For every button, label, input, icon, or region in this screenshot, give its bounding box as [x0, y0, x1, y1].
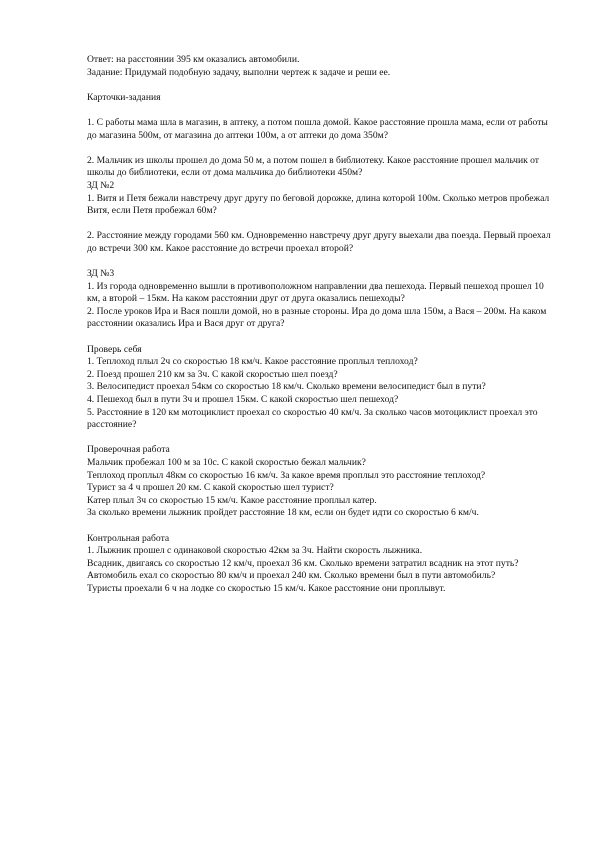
spacer	[87, 256, 557, 269]
spacer	[87, 218, 557, 231]
controlwork-item-1: 1. Лыжник прошел с одинаковой скоростью 42км за 3ч. Найти скорость лыжника.	[87, 545, 423, 557]
checkwork-item-3: Турист за 4 ч прошел 20 км. С какой скоростью шел турист?	[87, 482, 334, 494]
controlwork-item-4: Туристы проехали 6 ч на лодке со скоростью 15 км/ч. Какое расстояние они проплывут.	[87, 582, 446, 594]
controlwork-item-3: Автомобиль ехал со скоростью 80 км/ч и проехал 240 км. Сколько времени был в пути автомобиль?	[87, 570, 496, 582]
section-heading-zd3: ЗД №3	[87, 268, 115, 280]
spacer	[87, 432, 557, 445]
section-heading-cards: Карточки-задания	[87, 91, 161, 103]
spacer	[87, 79, 557, 92]
task-line: Задание: Придумай подобную задачу, выполни чертеж к задаче и реши ее.	[87, 66, 391, 78]
checkwork-item-1: Мальчик пробежал 100 м за 10с. С какой скоростью бежал мальчик?	[87, 457, 366, 468]
answer-line: Ответ: на расстоянии 395 км оказались автомобили.	[87, 54, 300, 65]
zd2-problem-2: 2. Расстояние между городами 560 км. Одновременно навстречу друг другу выехали два поезда. Первый проехал до встречи 300 км. Какое расстояние до встречи проехал второй?	[87, 230, 551, 254]
spacer	[87, 331, 557, 344]
spacer	[87, 520, 557, 533]
spacer	[87, 142, 557, 155]
cards-problem-2: 2. Мальчик из школы прошел до дома 50 м, а потом пошел в библиотеку. Какое расстояние прошел мальчик от школы до библиотеки, если от дома мальчика до библиотеки 450м?	[87, 154, 539, 179]
document-page	[87, 54, 557, 596]
section-heading-controlwork: Контрольная работа	[87, 532, 170, 544]
checkwork-item-4: Катер плыл 3ч со скоростью 15 км/ч. Какое расстояние проплыл катер.	[87, 494, 377, 506]
selfcheck-item-1: 1. Теплоход плыл 2ч со скоростью 18 км/ч. Какое расстояние проплыл теплоход?	[87, 356, 418, 368]
selfcheck-item-5: 5. Расстояние в 120 км мотоциклист проехал со скоростью 40 км/ч. За сколько часов мотоциклист проехал это расстояние?	[87, 406, 538, 431]
selfcheck-item-4: 4. Пешеход был в пути 3ч и прошел 15км. С какой скоростью шел пешеход?	[87, 394, 399, 406]
section-heading-selfcheck: Проверь себя	[87, 343, 142, 355]
cards-problem-1: 1. С работы мама шла в магазин, в аптеку, а потом пошла домой. Какое расстояние прошла мама, если от работы до магазина 500м, от магазина до аптеки 100м, а от аптеки до дома 350м?	[87, 116, 548, 141]
selfcheck-item-3: 3. Велосипедист проехал 54км со скоростью 18 км/ч. Сколько времени велосипедист был в пути?	[87, 381, 486, 393]
selfcheck-item-2: 2. Поезд прошел 210 км за 3ч. С какой скоростью шел поезд?	[87, 368, 338, 380]
controlwork-item-2: Всадник, двигаясь со скоростью 12 км/ч, проехал 36 км. Сколько времени затратил всадник на этот путь?	[87, 557, 519, 569]
checkwork-item-5: За сколько времени лыжник пройдет расстояние 18 км, если он будет идти со скоростью 6 км/ч.	[87, 507, 479, 519]
zd3-problem-2: 2. После уроков Ира и Вася пошли домой, но в разные стороны. Ира до дома шла 150м, а Вася – 200м. На каком расстоянии оказались Ира и Вася друг от друга?	[87, 305, 547, 330]
checkwork-item-2: Теплоход проплыл 48км со скоростью 16 км/ч. За какое время проплыл это расстояние теплоход?	[87, 469, 486, 481]
zd2-problem-1: 1. Витя и Петя бежали навстречу друг другу по беговой дорожке, длина которой 100м. Сколько метров пробежал Витя, если Петя пробежал 60м?	[87, 192, 550, 217]
section-heading-checkwork: Проверочная работа	[87, 444, 170, 456]
section-heading-zd2: ЗД №2	[87, 179, 115, 191]
zd3-problem-1: 1. Из города одновременно вышли в противоположном направлении два пешехода. Первый пешеход прошел 10 км, а второй – 15км. На каком расстоянии друг от друга оказались пешеходы?	[87, 280, 544, 305]
spacer	[87, 104, 557, 117]
